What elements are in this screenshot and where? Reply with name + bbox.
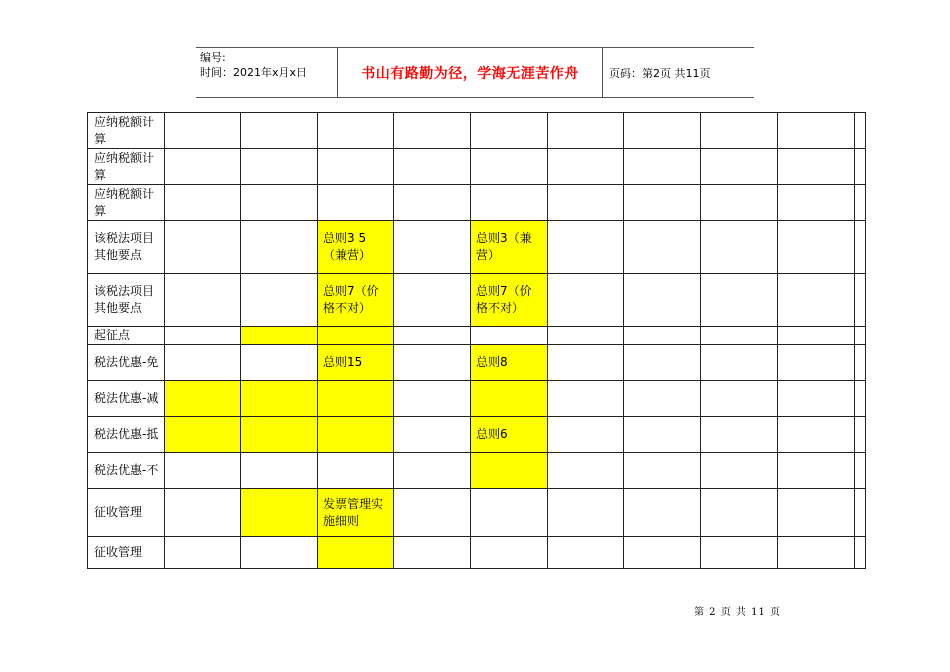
- table-cell: [394, 185, 471, 221]
- table-cell: [548, 185, 624, 221]
- table-row: [88, 221, 866, 274]
- table-cell: [778, 453, 855, 489]
- table-cell: [318, 113, 394, 149]
- highlighted-cell: [241, 381, 318, 417]
- highlighted-cell: 总则15: [318, 345, 394, 381]
- table-cell: [855, 185, 866, 221]
- highlighted-cell: 总则8: [471, 345, 548, 381]
- table-cell: [855, 113, 866, 149]
- table-cell: [548, 113, 624, 149]
- table-cell: [165, 327, 241, 345]
- table-cell: [624, 417, 701, 453]
- table-row: [88, 113, 866, 149]
- table-cell: [624, 381, 701, 417]
- highlighted-cell: [471, 381, 548, 417]
- table-cell: [624, 453, 701, 489]
- table-cell: [701, 489, 778, 537]
- table-cell: [778, 327, 855, 345]
- row-label-cell: 应纳税额计算: [88, 149, 165, 185]
- table-cell: [241, 453, 318, 489]
- table-cell: [778, 345, 855, 381]
- table-cell: [624, 274, 701, 327]
- table-cell: [548, 327, 624, 345]
- table-cell: [394, 221, 471, 274]
- highlighted-cell: 总则7（价格不对）: [471, 274, 548, 327]
- table-cell: [624, 113, 701, 149]
- table-row: [88, 327, 866, 345]
- table-cell: [701, 327, 778, 345]
- table-cell: [624, 221, 701, 274]
- table-cell: [548, 345, 624, 381]
- table-cell: [701, 274, 778, 327]
- table-cell: [778, 221, 855, 274]
- table-cell: [165, 274, 241, 327]
- table-row: [88, 537, 866, 569]
- table-cell: [394, 327, 471, 345]
- table-cell: [318, 453, 394, 489]
- table-cell: [624, 489, 701, 537]
- highlighted-cell: [318, 381, 394, 417]
- row-label-cell: 税法优惠-不: [88, 453, 165, 489]
- document-time-label: 时间：2021年x月x日: [200, 66, 308, 79]
- highlighted-cell: [165, 417, 241, 453]
- table-row: [88, 185, 866, 221]
- table-cell: [241, 113, 318, 149]
- row-label-cell: 征收管理: [88, 489, 165, 537]
- highlighted-cell: 总则6: [471, 417, 548, 453]
- table-row: [88, 149, 866, 185]
- highlighted-cell: 总则3 5（兼营）: [318, 221, 394, 274]
- table-cell: [855, 221, 866, 274]
- table-cell: [471, 185, 548, 221]
- table-cell: [241, 149, 318, 185]
- table-cell: [471, 327, 548, 345]
- table-cell: [701, 221, 778, 274]
- row-label-cell: 税法优惠-抵: [88, 417, 165, 453]
- table-cell: [548, 274, 624, 327]
- table-cell: [701, 453, 778, 489]
- table-cell: [165, 221, 241, 274]
- highlighted-cell: [165, 381, 241, 417]
- row-label-cell: 应纳税额计算: [88, 185, 165, 221]
- row-label-cell: 征收管理: [88, 537, 165, 569]
- highlighted-cell: [471, 453, 548, 489]
- table-cell: [165, 149, 241, 185]
- table-cell: [701, 185, 778, 221]
- header-meta: [200, 50, 338, 80]
- highlighted-cell: 总则3（兼营）: [471, 221, 548, 274]
- page-header: [196, 47, 754, 98]
- highlighted-cell: [318, 537, 394, 569]
- table-cell: [855, 489, 866, 537]
- table-cell: [241, 537, 318, 569]
- table-cell: [394, 489, 471, 537]
- table-cell: [394, 453, 471, 489]
- highlighted-cell: 总则7（价格不对）: [318, 274, 394, 327]
- table-cell: [624, 185, 701, 221]
- table-row: [88, 345, 866, 381]
- table-cell: [701, 381, 778, 417]
- table-cell: [165, 113, 241, 149]
- table-cell: [701, 149, 778, 185]
- table-cell: [778, 274, 855, 327]
- document-number-label: 编号:: [200, 51, 226, 64]
- table-cell: [394, 381, 471, 417]
- table-cell: [165, 345, 241, 381]
- table-cell: [165, 537, 241, 569]
- highlighted-cell: [241, 327, 318, 345]
- table-cell: [548, 453, 624, 489]
- row-label-cell: 该税法项目其他要点: [88, 221, 165, 274]
- table-cell: [471, 113, 548, 149]
- table-cell: [624, 345, 701, 381]
- row-label-cell: 税法优惠-减: [88, 381, 165, 417]
- table-cell: [778, 185, 855, 221]
- table-row: [88, 489, 866, 537]
- table-cell: [394, 417, 471, 453]
- table-cell: [241, 221, 318, 274]
- table-cell: [241, 345, 318, 381]
- table-cell: [778, 113, 855, 149]
- table-cell: [701, 417, 778, 453]
- highlighted-cell: [241, 417, 318, 453]
- table-cell: [548, 417, 624, 453]
- table-cell: [778, 537, 855, 569]
- table-cell: [394, 149, 471, 185]
- table-cell: [165, 185, 241, 221]
- tax-law-table: [87, 112, 866, 569]
- table-cell: [241, 185, 318, 221]
- table-cell: [318, 149, 394, 185]
- table-cell: [394, 345, 471, 381]
- table-cell: [548, 381, 624, 417]
- table-cell: [855, 345, 866, 381]
- table-cell: [855, 381, 866, 417]
- table-cell: [855, 453, 866, 489]
- table-cell: [394, 537, 471, 569]
- table-cell: [624, 327, 701, 345]
- table-cell: [778, 149, 855, 185]
- table-cell: [165, 453, 241, 489]
- page-footer: 第 2 页 共 11 页: [694, 607, 781, 618]
- table-cell: [624, 149, 701, 185]
- table-cell: [701, 345, 778, 381]
- table-cell: [855, 274, 866, 327]
- table-body: [88, 113, 866, 569]
- table-cell: [548, 537, 624, 569]
- table-cell: [548, 149, 624, 185]
- table-cell: [855, 417, 866, 453]
- table-cell: [701, 113, 778, 149]
- table-cell: [318, 185, 394, 221]
- table-cell: [778, 417, 855, 453]
- row-label-cell: 起征点: [88, 327, 165, 345]
- table-cell: [855, 327, 866, 345]
- table-row: [88, 453, 866, 489]
- table-cell: [471, 537, 548, 569]
- row-label-cell: 该税法项目其他要点: [88, 274, 165, 327]
- table-cell: [165, 489, 241, 537]
- table-cell: [394, 274, 471, 327]
- highlighted-cell: [318, 327, 394, 345]
- table-cell: [855, 537, 866, 569]
- table-cell: [548, 489, 624, 537]
- table-cell: [471, 149, 548, 185]
- table-cell: [778, 489, 855, 537]
- row-label-cell: 税法优惠-免: [88, 345, 165, 381]
- table-cell: [471, 489, 548, 537]
- table-cell: [624, 537, 701, 569]
- header-motto: 书山有路勤为径，学海无涯苦作舟: [361, 65, 579, 82]
- table-row: [88, 274, 866, 327]
- header-page-info: 页码：第2页 共11页: [609, 66, 711, 80]
- table-cell: [241, 274, 318, 327]
- table-row: [88, 381, 866, 417]
- table-row: [88, 417, 866, 453]
- highlighted-cell: [318, 417, 394, 453]
- table-cell: [855, 149, 866, 185]
- table-cell: [701, 537, 778, 569]
- table-cell: [548, 221, 624, 274]
- table-cell: [394, 113, 471, 149]
- highlighted-cell: 发票管理实施细则: [318, 489, 394, 537]
- row-label-cell: 应纳税额计算: [88, 113, 165, 149]
- table-cell: [778, 381, 855, 417]
- highlighted-cell: [241, 489, 318, 537]
